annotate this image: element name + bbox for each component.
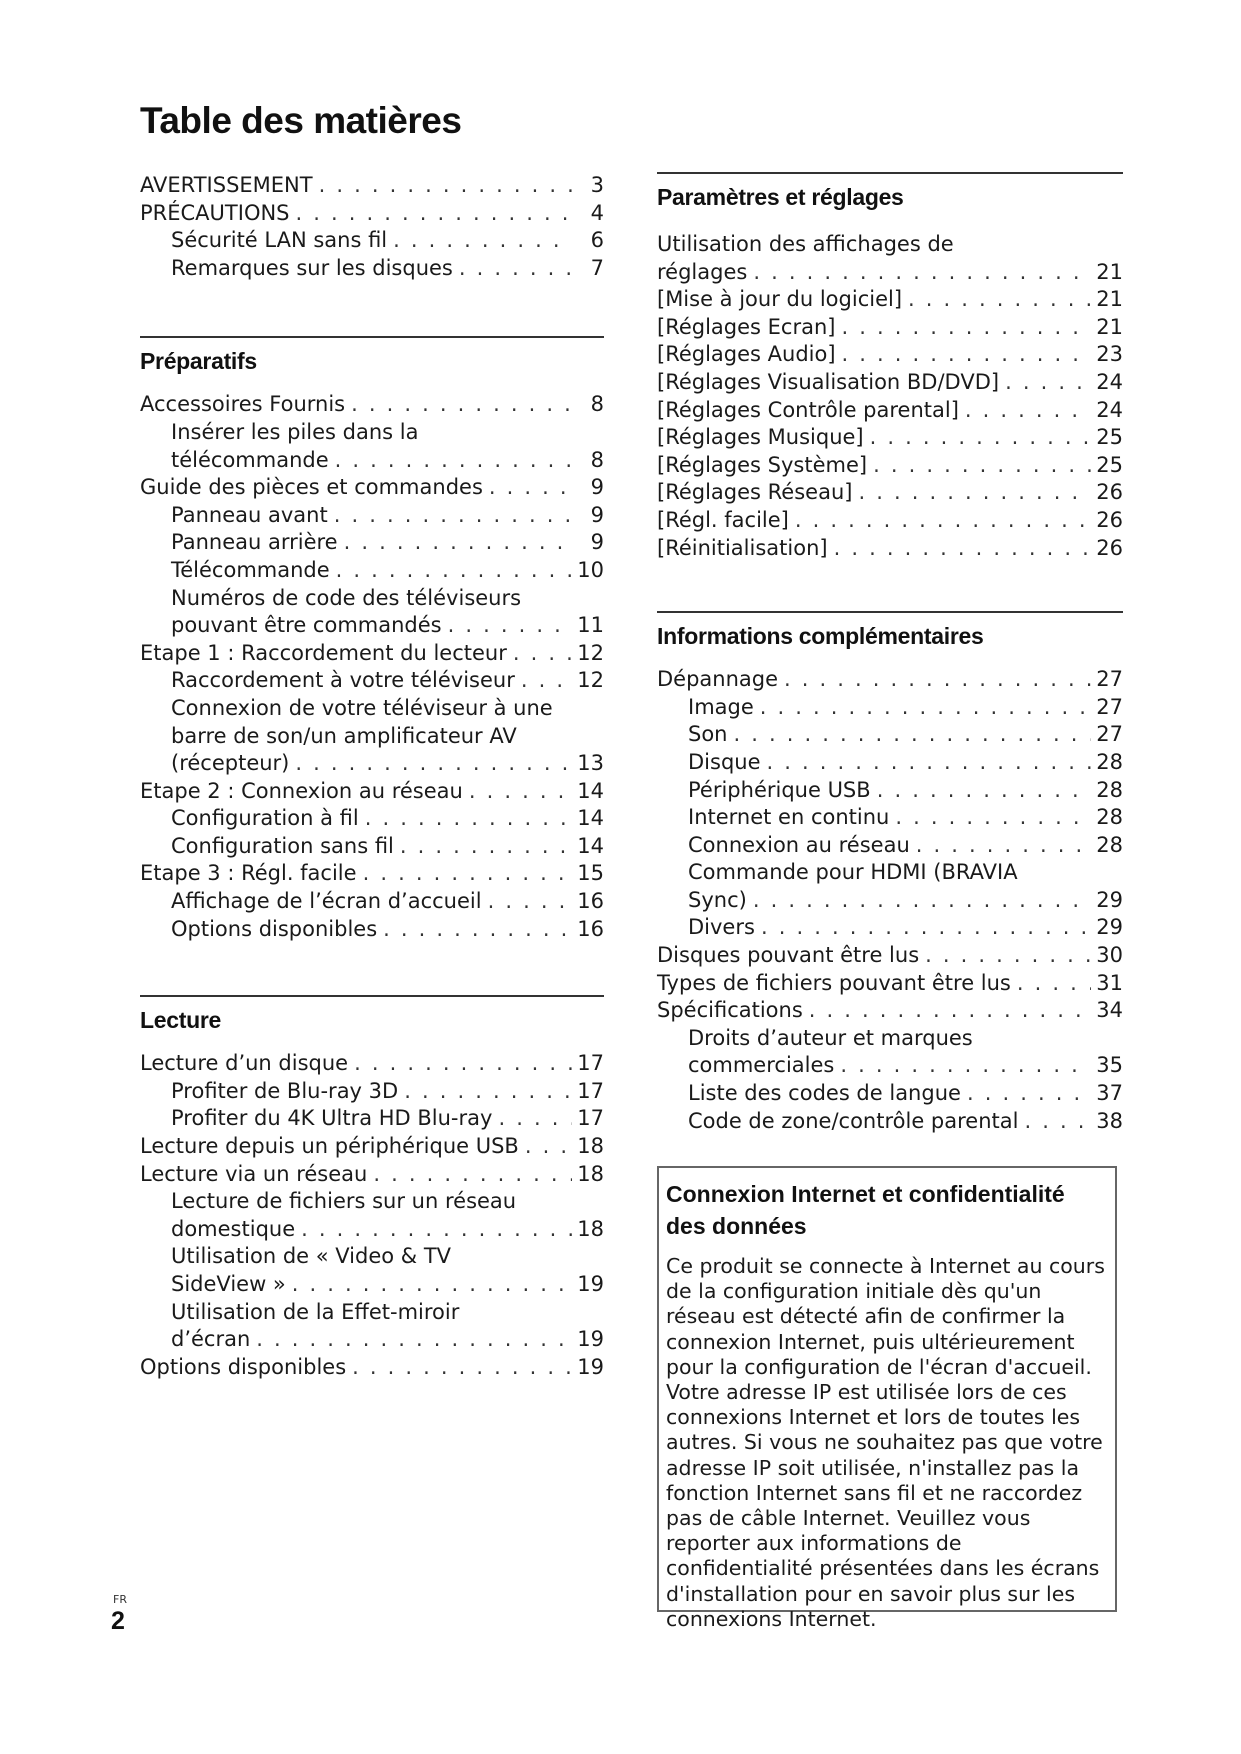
toc-entry-label: Connexion au réseau: [688, 832, 910, 857]
toc-entry-label: Son: [688, 722, 728, 747]
toc-entry-bluray-3d[interactable]: [140, 1078, 604, 1106]
dot-leader: [842, 341, 1091, 369]
toc-entry-label: Etape 1 : Raccordement du lecteur: [140, 640, 507, 665]
toc-entry-label: Disques pouvant être lus: [657, 943, 920, 968]
toc-entry-page: 25: [1096, 452, 1123, 477]
dot-leader: [336, 557, 572, 585]
toc-entry-label: Sécurité LAN sans fil: [171, 228, 388, 253]
dot-leader: [753, 887, 1091, 915]
dot-leader: [448, 612, 572, 640]
toc-entry-label: [Réglages Système]: [657, 452, 868, 477]
privacy-notice-text: Ce produit se connecte à Internet au cours de la configuration initiale dès qu'un réseau est détecté afin de confirmer la connexion Internet, puis ultérieurement pour la configuration de l'écran d'accueil. Votre adresse IP est utilisée lors de ces connexions Internet et lors de toutes les autres. Si vous ne souhaitez pas que votre adresse IP soit utilisée, n'installez pas la fonction Internet sans fil et ne raccordez pas de câble Internet. Veuillez vous reporter aux informations de confidentialité présentées dans les écrans d'installation pour en savoir plus sur les connexions Internet.: [666, 1254, 1105, 1631]
toc-entry-label: Image: [688, 694, 754, 719]
toc-entry-hdmi-line1[interactable]: Commande pour HDMI (BRAVIA: [688, 860, 1018, 885]
toc-entry-page: 4: [590, 200, 604, 225]
dot-leader: [373, 1161, 572, 1189]
toc-right-column: [657, 172, 1123, 1135]
toc-entry-page: 10: [577, 557, 604, 582]
toc-entry-etape3[interactable]: [140, 860, 604, 888]
toc-entry-connexion-tv[interactable]: [140, 750, 604, 778]
toc-entry-page: 7: [590, 255, 604, 280]
toc-entry-label: Options disponibles: [140, 1354, 347, 1379]
toc-entry-config-sans-fil[interactable]: [140, 833, 604, 861]
dot-leader: [965, 397, 1091, 425]
dot-leader: [858, 479, 1091, 507]
toc-entry-image[interactable]: [657, 694, 1123, 722]
toc-entry-label: réglages: [657, 259, 748, 284]
dot-leader: [498, 1105, 572, 1133]
toc-entry-miroir-line1[interactable]: Utilisation de la Effet-miroir: [171, 1299, 460, 1324]
dot-leader: [295, 750, 572, 778]
dot-leader: [873, 452, 1091, 480]
toc-entry-label: [Réglages Musique]: [657, 425, 864, 450]
toc-entry-page: 8: [590, 392, 604, 417]
toc-entry-page: 14: [577, 806, 604, 831]
toc-entry-label: Configuration sans fil: [171, 833, 394, 858]
toc-entry-codes-langue[interactable]: [657, 1080, 1123, 1108]
toc-entry-label: Liste des codes de langue: [688, 1081, 961, 1106]
toc-entry-page: 25: [1096, 425, 1123, 450]
dot-leader: [354, 1050, 572, 1078]
dot-leader: [400, 833, 572, 861]
toc-entry-page: 14: [577, 833, 604, 858]
toc-entry-page: 18: [577, 1161, 604, 1186]
toc-entry-page: 21: [1096, 259, 1123, 284]
toc-entry-avertissement[interactable]: [140, 172, 604, 200]
section-title-preparatifs: Préparatifs: [140, 336, 604, 375]
footer-language-code: FR: [113, 1593, 127, 1606]
toc-entry-label: Affichage de l’écran d’accueil: [171, 889, 482, 914]
toc-entry-label: Accessoires Fournis: [140, 392, 346, 417]
dot-leader: [334, 502, 572, 530]
dot-leader: [296, 200, 572, 228]
dot-leader: [525, 1133, 572, 1161]
toc-entry-label: Raccordement à votre téléviseur: [171, 668, 515, 693]
dot-leader: [351, 391, 572, 419]
toc-entry-page: 3: [590, 173, 604, 197]
toc-entry-reglages-audio[interactable]: [657, 341, 1123, 369]
toc-entry-page: 28: [1096, 749, 1123, 774]
dot-leader: [404, 1078, 572, 1106]
toc-entry-page: 26: [1096, 507, 1123, 532]
toc-entry-label: Guide des pièces et commandes: [140, 475, 483, 500]
toc-entry-options-lecture[interactable]: [140, 1354, 604, 1382]
toc-entry-code-zone[interactable]: [657, 1108, 1123, 1136]
toc-entry-page: 29: [1096, 887, 1123, 912]
toc-entry-piles-line1[interactable]: Insérer les piles dans la: [171, 419, 419, 444]
toc-entry-page: 6: [590, 228, 604, 253]
dot-leader: [809, 997, 1091, 1025]
toc-entry-label: Code de zone/contrôle parental: [688, 1108, 1019, 1133]
toc-entry-connexion-tv-line1[interactable]: Connexion de votre téléviseur à une: [171, 695, 553, 720]
dot-leader: [256, 1326, 572, 1354]
dot-leader: [365, 805, 572, 833]
toc-entry-numeros[interactable]: [140, 612, 604, 640]
toc-entry-reglages-reseau[interactable]: [657, 479, 1123, 507]
toc-entry-affichages-line1[interactable]: Utilisation des affichages de: [657, 232, 954, 256]
dot-leader: [521, 667, 572, 695]
toc-entry-label: Panneau arrière: [171, 530, 338, 555]
toc-entry-label: Types de fichiers pouvant être lus: [657, 970, 1011, 995]
dot-leader: [840, 1052, 1091, 1080]
toc-entry-label: pouvant être commandés: [171, 613, 442, 638]
toc-entry-label: Etape 2 : Connexion au réseau: [140, 778, 463, 803]
dot-leader: [753, 259, 1091, 287]
toc-entry-disques-lus[interactable]: [657, 942, 1123, 970]
toc-entry-page: 19: [577, 1272, 604, 1296]
toc-entry-piles[interactable]: [140, 447, 604, 475]
toc-entry-disque[interactable]: [657, 749, 1123, 777]
dot-leader: [761, 914, 1091, 942]
toc-entry-lecture-usb[interactable]: [140, 1133, 604, 1161]
toc-entry-affichages[interactable]: [657, 259, 1123, 287]
toc-entry-label: Etape 3 : Régl. facile: [140, 861, 357, 886]
toc-entry-reglages-visualisation[interactable]: [657, 369, 1123, 397]
toc-entry-page: 24: [1096, 369, 1123, 394]
toc-entry-droits-line1[interactable]: Droits d’auteur et marques: [688, 1025, 973, 1050]
toc-entry-telecommande[interactable]: [140, 557, 604, 585]
toc-entry-page: 16: [577, 889, 604, 914]
toc-entry-depannage[interactable]: [657, 666, 1123, 694]
toc-entry-page: 17: [577, 1078, 604, 1103]
section-lecture: [140, 995, 604, 1381]
dot-leader: [513, 640, 572, 668]
toc-entry-label: d’écran: [171, 1327, 251, 1352]
dot-leader: [784, 666, 1091, 694]
toc-entry-page: 35: [1096, 1053, 1123, 1078]
toc-entry-guide[interactable]: [140, 474, 604, 502]
toc-entry-page: 31: [1096, 970, 1123, 995]
toc-entry-reglages-systeme[interactable]: [657, 452, 1123, 480]
toc-entry-fichiers-reseau[interactable]: [140, 1216, 604, 1244]
toc-entry-page: 16: [577, 916, 604, 941]
toc-entry-lecture-reseau[interactable]: [140, 1161, 604, 1189]
dot-leader: [795, 507, 1091, 535]
section-parametres: [657, 172, 1123, 562]
toc-entry-label: Internet en continu: [688, 805, 890, 830]
dot-leader: [834, 535, 1091, 563]
toc-entry-label: Spécifications: [657, 998, 803, 1023]
toc-entry-page: 27: [1096, 694, 1123, 719]
toc-entry-label: (récepteur): [171, 751, 290, 776]
toc-entry-label: [Réglages Visualisation BD/DVD]: [657, 369, 1000, 394]
toc-entry-page: 26: [1096, 480, 1123, 505]
toc-entry-types-fichiers[interactable]: [657, 970, 1123, 998]
toc-entry-specifications[interactable]: [657, 997, 1123, 1025]
toc-entry-label: Périphérique USB: [688, 777, 871, 802]
toc-entry-connexion-reseau[interactable]: [657, 832, 1123, 860]
toc-entry-raccordement-tv[interactable]: [140, 667, 604, 695]
toc-entry-label: PRÉCAUTIONS: [140, 200, 290, 225]
toc-entry-affichage-accueil[interactable]: [140, 888, 604, 916]
section-informations: [657, 611, 1123, 1135]
toc-entry-label: domestique: [171, 1216, 296, 1241]
toc-entry-label: [Réglages Ecran]: [657, 314, 836, 339]
toc-entry-page: 15: [577, 861, 604, 886]
dot-leader: [488, 888, 572, 916]
toc-entry-label: [Réglages Audio]: [657, 342, 836, 367]
dot-leader: [489, 474, 572, 502]
toc-entry-label: Sync): [688, 887, 747, 912]
toc-entry-label: SideView »: [171, 1272, 286, 1296]
toc-entry-page: 19: [577, 1327, 604, 1352]
toc-entry-etape1[interactable]: [140, 640, 604, 668]
toc-entry-accessoires[interactable]: [140, 391, 604, 419]
toc-entry-label: Divers: [688, 915, 755, 940]
section-preparatifs: [140, 336, 604, 943]
toc-entry-divers[interactable]: [657, 914, 1123, 942]
toc-entry-internet-continu[interactable]: [657, 804, 1123, 832]
toc-entry-label: [Régl. facile]: [657, 507, 789, 532]
dot-leader: [916, 832, 1091, 860]
toc-entry-mise-a-jour[interactable]: [657, 286, 1123, 314]
dot-leader: [734, 721, 1092, 749]
toc-entry-page: 8: [590, 447, 604, 472]
toc-entry-page: 30: [1096, 943, 1123, 968]
dot-leader: [352, 1354, 572, 1382]
dot-leader: [301, 1216, 572, 1244]
toc-entry-page: 29: [1096, 915, 1123, 940]
section-title-parametres: Paramètres et réglages: [657, 172, 1123, 211]
dot-leader: [767, 749, 1091, 777]
toc-entry-video-tv-line1[interactable]: Utilisation de « Video & TV: [171, 1244, 452, 1269]
toc-entry-label: Disque: [688, 749, 761, 774]
toc-entry-bluray-4k[interactable]: [140, 1105, 604, 1133]
toc-entry-label: Panneau avant: [171, 502, 328, 527]
section-title-informations: Informations complémentaires: [657, 611, 1123, 650]
toc-entry-page: 27: [1096, 722, 1123, 747]
toc-entry-page: 14: [577, 778, 604, 803]
privacy-notice-box: [657, 1166, 1117, 1631]
toc-entry-label: [Réglages Réseau]: [657, 480, 853, 505]
dot-leader: [363, 860, 572, 888]
toc-entry-precautions[interactable]: [140, 200, 604, 228]
toc-entry-page: 17: [577, 1106, 604, 1131]
toc-entry-securite-lan[interactable]: [140, 227, 604, 255]
toc-entry-label: [Réinitialisation]: [657, 535, 828, 560]
dot-leader: [1017, 970, 1091, 998]
toc-entry-label: Lecture d’un disque: [140, 1051, 349, 1076]
dot-leader: [459, 255, 572, 283]
toc-entry-page: 28: [1096, 777, 1123, 802]
toc-entry-label: Profiter du 4K Ultra HD Blu-ray: [171, 1106, 493, 1131]
toc-entry-config-fil[interactable]: [140, 805, 604, 833]
page-title: Table des matières: [140, 100, 462, 141]
toc-entry-page: 12: [577, 640, 604, 665]
toc-entry-connexion-tv-line2[interactable]: barre de son/un amplificateur AV: [171, 723, 517, 748]
toc-entry-page: 24: [1096, 397, 1123, 422]
toc-entry-page: 26: [1096, 535, 1123, 560]
toc-entry-page: 11: [577, 613, 604, 638]
dot-leader: [393, 227, 572, 255]
toc-entry-label: Configuration à fil: [171, 806, 359, 831]
dot-leader: [967, 1080, 1091, 1108]
dot-leader: [760, 694, 1091, 722]
toc-entry-numeros-line1[interactable]: Numéros de code des téléviseurs: [171, 585, 522, 610]
toc-entry-page: 18: [577, 1134, 604, 1159]
dot-leader: [469, 778, 572, 806]
toc-entry-label: [Réglages Contrôle parental]: [657, 397, 959, 422]
dot-leader: [383, 916, 572, 944]
toc-entry-page: 37: [1096, 1081, 1123, 1106]
toc-entry-hdmi[interactable]: [657, 887, 1123, 915]
toc-entry-page: 28: [1096, 805, 1123, 830]
toc-entry-regl-facile[interactable]: [657, 507, 1123, 535]
toc-entry-label: télécommande: [171, 447, 329, 472]
toc-entry-peripherique-usb[interactable]: [657, 777, 1123, 805]
toc-entry-page: 28: [1096, 832, 1123, 857]
toc-entry-page: 17: [577, 1051, 604, 1076]
dot-leader: [344, 529, 572, 557]
toc-entry-page: 19: [577, 1354, 604, 1379]
toc-entry-page: 34: [1096, 998, 1123, 1023]
toc-entry-label: commerciales: [688, 1053, 835, 1078]
toc-entry-page: 27: [1096, 667, 1123, 692]
toc-entry-page: 23: [1096, 342, 1123, 367]
dot-leader: [335, 447, 572, 475]
dot-leader: [1005, 369, 1091, 397]
toc-entry-page: 12: [577, 668, 604, 693]
dot-leader: [1024, 1108, 1091, 1136]
toc-entry-remarques-disques[interactable]: [140, 255, 604, 283]
toc-entry-page: 18: [577, 1216, 604, 1241]
toc-entry-label: Lecture via un réseau: [140, 1161, 368, 1186]
toc-entry-label: Télécommande: [171, 557, 330, 582]
toc-entry-son[interactable]: [657, 721, 1123, 749]
toc-entry-reinitialisation[interactable]: [657, 535, 1123, 563]
toc-entry-video-tv[interactable]: [140, 1271, 604, 1299]
toc-entry-miroir[interactable]: [140, 1326, 604, 1354]
dot-leader: [292, 1271, 572, 1299]
toc-entry-reglages-musique[interactable]: [657, 424, 1123, 452]
toc-entry-label: AVERTISSEMENT: [140, 173, 313, 197]
dot-leader: [877, 777, 1091, 805]
toc-entry-page: 13: [577, 751, 604, 776]
toc-left-column: [140, 172, 604, 1381]
section-title-lecture: Lecture: [140, 995, 604, 1034]
toc-entry-page: 9: [590, 502, 604, 527]
toc-entry-label: Dépannage: [657, 667, 779, 692]
toc-entry-droits[interactable]: [657, 1052, 1123, 1080]
toc-entry-page: 9: [590, 475, 604, 500]
toc-entry-label: Remarques sur les disques: [171, 255, 453, 280]
toc-entry-page: 38: [1096, 1108, 1123, 1133]
dot-leader: [925, 942, 1091, 970]
dot-leader: [841, 314, 1091, 342]
toc-entry-label: [Mise à jour du logiciel]: [657, 287, 903, 312]
toc-entry-label: Profiter de Blu-ray 3D: [171, 1078, 399, 1103]
dot-leader: [870, 424, 1091, 452]
toc-entry-panneau-arriere[interactable]: [140, 529, 604, 557]
toc-entry-options-prep[interactable]: [140, 916, 604, 944]
toc-entry-page: 21: [1096, 287, 1123, 312]
toc-entry-label: Options disponibles: [171, 916, 378, 941]
toc-entry-lecture-disque[interactable]: [140, 1050, 604, 1078]
footer-page-number: 2: [111, 1607, 125, 1635]
toc-entry-label: Lecture depuis un périphérique USB: [140, 1134, 519, 1159]
toc-entry-page: 21: [1096, 314, 1123, 339]
toc-entry-reglages-parental[interactable]: [657, 397, 1123, 425]
dot-leader: [319, 172, 572, 200]
toc-entry-panneau-avant[interactable]: [140, 502, 604, 530]
toc-entry-etape2[interactable]: [140, 778, 604, 806]
dot-leader: [908, 286, 1091, 314]
toc-entry-page: 9: [590, 530, 604, 555]
privacy-notice-title: Connexion Internet et confidentialité des données: [666, 1181, 1065, 1239]
toc-entry-fichiers-reseau-line1[interactable]: Lecture de fichiers sur un réseau: [171, 1189, 517, 1214]
dot-leader: [895, 804, 1091, 832]
toc-entry-reglages-ecran[interactable]: [657, 314, 1123, 342]
